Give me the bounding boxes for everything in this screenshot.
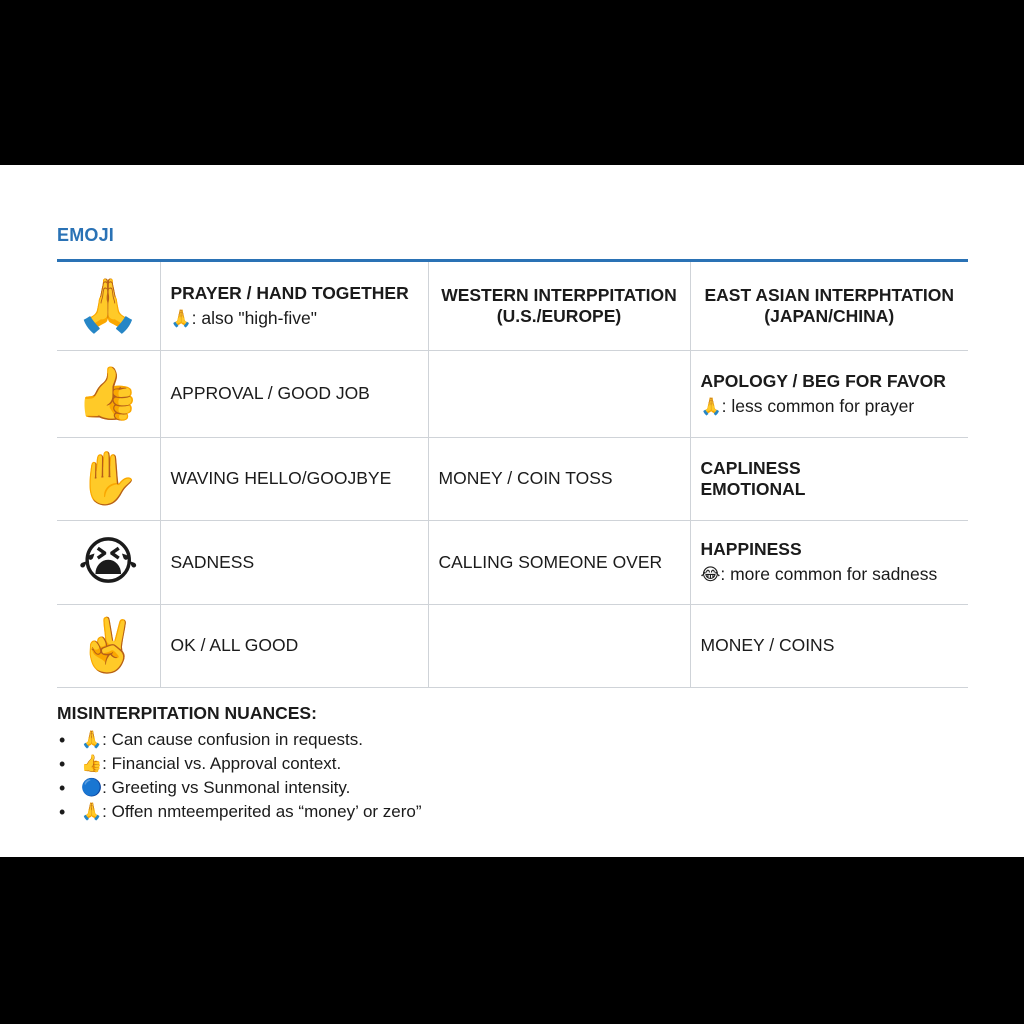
praying-hands-icon: 🙏 [700, 396, 722, 416]
list-item [57, 800, 968, 824]
row-eastasian-cell [690, 350, 968, 437]
nuance-text: : Offen nmteemperited as “money’ or zero” [102, 802, 422, 821]
praying-hands-icon: 🙏 [170, 308, 192, 328]
row-emoji-cell [57, 604, 160, 687]
row-eastasian-cell: MONEY / COINS [690, 604, 968, 687]
row-western-cell: MONEY / COIN TOSS [428, 437, 690, 520]
praying-hands-icon: 🙏 [81, 802, 103, 821]
list-item [57, 752, 968, 776]
header-western-line1: WESTERN INTERPPITATION [441, 284, 677, 305]
header-meaning-title: PRAYER / HAND TOGETHER [170, 282, 409, 303]
nuances-heading: MISINTERPITATION NUANCES: [57, 703, 317, 723]
emoji-table [57, 262, 968, 688]
document-page [0, 165, 1024, 857]
row-emoji-cell [57, 350, 160, 437]
table-title: EMOJI [57, 225, 115, 245]
row-eastasian-sub-text: : less common for prayer [721, 395, 915, 416]
row-meaning-cell: SADNESS [160, 520, 428, 604]
nuance-text: : Greeting vs Sunmonal intensity. [102, 778, 351, 797]
table-row [57, 604, 968, 687]
row-meaning-cell: APPROVAL / GOOD JOB [160, 350, 428, 437]
praying-hands-icon: 🙏 [81, 730, 103, 749]
tears-of-joy-icon: 😂 [700, 565, 721, 584]
nuances-list [57, 728, 968, 824]
header-meaning-sub [171, 308, 418, 329]
row-eastasian-cell [690, 520, 968, 604]
thumbs-up-icon: 👍 [75, 364, 141, 423]
table-row [57, 350, 968, 437]
header-eastasian-line1: EAST ASIAN INTERPHTATION [704, 284, 955, 305]
crying-face-icon: 😭 [77, 533, 139, 591]
table-header-row [57, 262, 968, 350]
row-eastasian-line1: CAPLINESS [700, 457, 801, 478]
raised-hand-icon: ✋ [75, 449, 141, 508]
row-emoji-cell [57, 437, 160, 520]
table-row [57, 437, 968, 520]
blue-circle-icon: 🔵 [81, 778, 103, 797]
nuance-text: : Can cause confusion in requests. [102, 730, 363, 749]
row-emoji-cell [57, 520, 160, 604]
table-row [57, 520, 968, 604]
row-western-cell [428, 604, 690, 687]
victory-hand-icon: ✌️ [75, 616, 141, 675]
nuance-text: : Financial vs. Approval context. [102, 754, 342, 773]
row-eastasian-sub [701, 564, 959, 585]
header-eastasian-line2: (JAPAN/CHINA) [764, 305, 895, 326]
row-western-cell: CALLING SOMEONE OVER [428, 520, 690, 604]
row-meaning-cell: WAVING HELLO/GOOJBYE [160, 437, 428, 520]
row-eastasian-sub-text: : more common for sadness [720, 564, 938, 584]
row-eastasian-sub [701, 396, 959, 417]
row-western-cell [428, 350, 690, 437]
header-meaning-sub-text: : also "high-five" [191, 307, 317, 328]
header-western-line2: (U.S./EUROPE) [496, 305, 622, 326]
row-meaning-cell: OK / ALL GOOD [160, 604, 428, 687]
header-emoji-cell [57, 262, 160, 350]
row-eastasian-title: HAPPINESS [700, 539, 802, 559]
row-eastasian-line2: EMOTIONAL [700, 478, 806, 499]
praying-hands-icon: 🙏 [75, 276, 141, 335]
list-item [57, 728, 968, 752]
row-eastasian-title: APOLOGY / BEG FOR FAVOR [700, 370, 946, 391]
thumbs-up-icon: 👍 [81, 754, 103, 773]
nuances-section [57, 703, 968, 824]
list-item [57, 776, 968, 800]
header-eastasian-cell [690, 262, 968, 350]
header-meaning-cell [160, 262, 428, 350]
header-western-cell [428, 262, 690, 350]
row-eastasian-cell [690, 437, 968, 520]
